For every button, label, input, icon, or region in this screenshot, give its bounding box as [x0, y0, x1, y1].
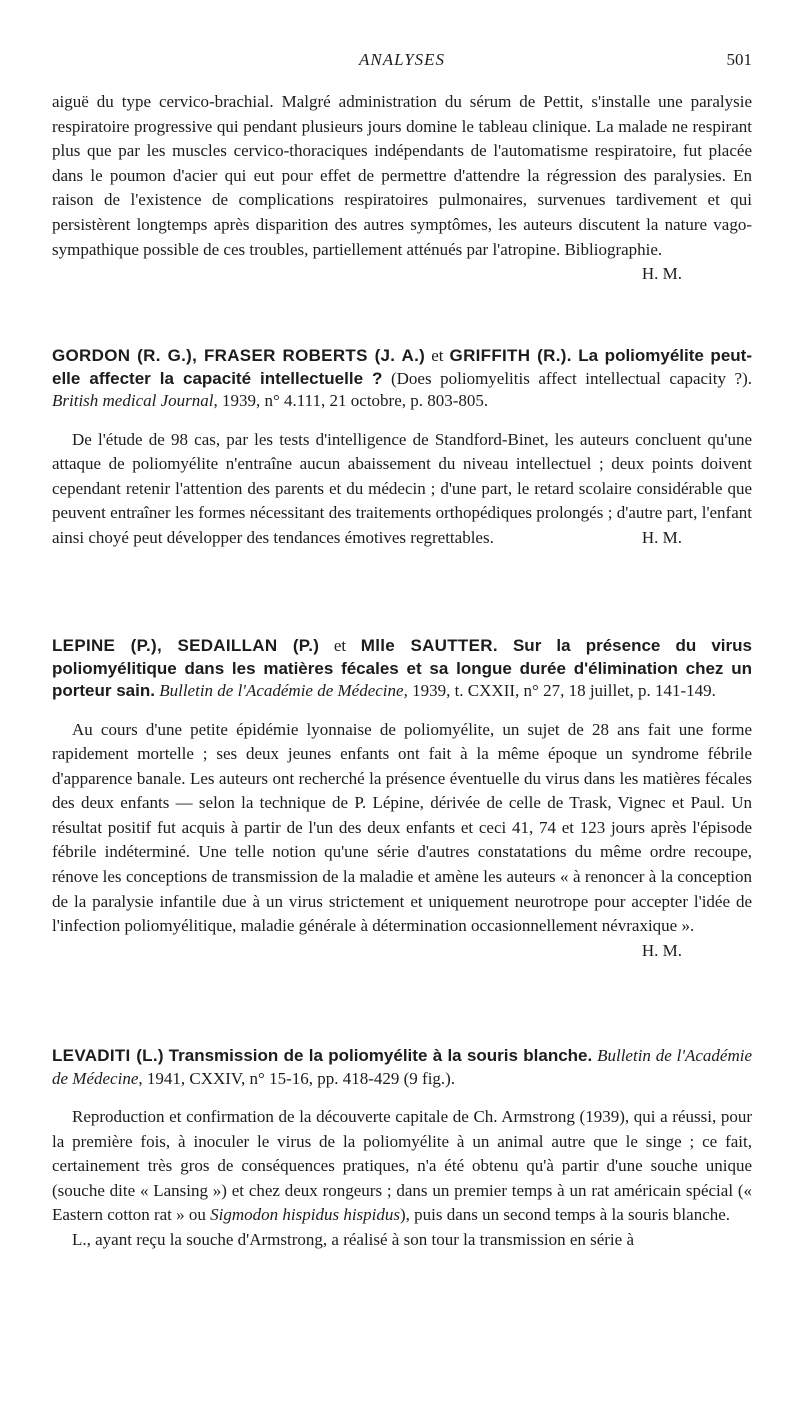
article-title: La poliomyélite peut-elle affecter la capacité intellectuelle ?	[52, 346, 752, 388]
article-paragraph	[52, 428, 752, 551]
article-signature: H. M.	[641, 527, 682, 547]
article-translation: (Does poliomyelitis affect intellectual capacity ?).	[382, 368, 752, 388]
article-text-end: ), puis dans un second temps à la souris blanche.	[400, 1205, 731, 1225]
article-body	[52, 428, 752, 551]
article-paragraph-2: L., ayant reçu la souche d'Armstrong, a réalisé à son tour la transmission en série à	[72, 1229, 634, 1249]
article-reference: 1941, CXXIV, n° 15-16, pp. 418-429 (9 fig.).	[142, 1068, 456, 1088]
continuation-signature: H. M.	[641, 264, 682, 284]
author-connector: et	[319, 636, 361, 655]
article-body	[52, 718, 752, 960]
article-text: De l'étude de 98 cas, par les tests d'intelligence de Standford-Binet, les auteurs concluent qu'une attaque de poliomyélite n'entraîne aucun abaissement du niveau intellectuel ; deux points doivent cependant retenir l'attention des parents et du médecin ; d'une part, le retard scolaire considérable que peuvent entraîner les formes nécessitant des traitements orthopédiques prolongés ; d'autre part, l'enfant ainsi choyé peut développer des tendances émotives regrettables.	[52, 429, 752, 547]
article-body	[52, 1105, 752, 1253]
running-title: ANALYSES	[358, 50, 446, 69]
article-authors: LEVADITI (L.)	[52, 1046, 164, 1065]
article-paragraph	[52, 718, 752, 960]
article-text: Au cours d'une petite épidémie lyonnaise de poliomyélite, un sujet de 28 ans fait une forme rapidement mortelle ; ses deux jeunes enfants ont fait à la même époque un syndrome fébrile d'apparence banale. Les auteurs ont recherché la présence éventuelle du virus dans les matières fécales des deux enfants — selon la technique de P. Lépine, dérivée de celle de Trask, Vignec et Paul. Un résultat positif fut acquis à partir de l'un des deux enfants et ceci 41, 74 et 123 jours après l'épisode fébrile indéterminé. Une telle notion qu'une série d'autres constatations du même ordre recoupe, rénove les conceptions de transmission de la maladie et amène les auteurs « à renoncer à la conception de la paralysie infantile due à un virus strictement et uniquement neurotrope pour accepter l'idée de l'infection poliomyélitique, maladie générale à détermination occasionnellement névraxique ».	[52, 719, 752, 936]
article-reference: 1939, t. CXXII, n° 27, 18 juillet, p. 141-149.	[407, 681, 716, 700]
continuation-paragraph: aiguë du type cervico-brachial. Malgré administration du sérum de Pettit, s'installe une paralysie respiratoire progressive qui pendant plusieurs jours domine le tableau clinique. La malade ne respirant plus que par les muscles cervico-thoraciques indépendants de l'automatisme respiratoire, fut placée dans le poumon d'acier qui eut pour effet de permettre d'attendre la régression des paralysies. En raison de l'existence de complications respiratoires pulmonaires, survenues tardivement et qui persistèrent longtemps après disparition des autres symptômes, les auteurs discutent la nature vago-sympathique possible de ces troubles, partiellement atténués par l'atropine. Bibliographie.	[52, 92, 752, 259]
author-connector: et	[425, 346, 450, 365]
article-journal: Bulletin de l'Académie de Médecine,	[159, 681, 408, 700]
article-authors-2: Mlle SAUTTER.	[360, 636, 498, 655]
article-journal: British medical Journal,	[52, 391, 218, 410]
continuation-section	[52, 90, 752, 287]
article-reference: 1939, n° 4.111, 21 octobre, p. 803-805.	[217, 391, 489, 410]
article-authors: LEPINE (P.), SEDAILLAN (P.)	[52, 636, 320, 655]
article-title: Sur la présence du virus poliomyélitique dans les matières fécales et sa longue durée d'élimination chez un porteur sain.	[52, 636, 752, 700]
article-signature: H. M.	[641, 940, 682, 960]
article-lepine	[52, 635, 752, 963]
article-title: Transmission de la poliomyélite à la souris blanche.	[168, 1046, 593, 1065]
article-text: Reproduction et confirmation de la découverte capitale de Ch. Armstrong (1939), qui a réussi, pour la première fois, à inoculer le virus de la poliomyélite à un animal autre que le singe ; ce fait, certainement très gros de conséquences pratiques, n'a été obtenu qu'à partir d'une souche unique (souche dite « Lansing ») et chez deux rongeurs ; dans un premier temps à un rat américain spécial (« Eastern cotton rat » ou	[52, 1107, 752, 1225]
page-number: 501	[726, 50, 752, 69]
article-levaditi	[52, 1045, 752, 1253]
article-heading	[52, 345, 752, 413]
article-authors: GORDON (R. G.), FRASER ROBERTS (J. A.)	[52, 346, 426, 365]
species-name: Sigmodon hispidus hispidus	[210, 1205, 401, 1225]
article-gordon	[52, 345, 752, 550]
article-journal: Bulletin de l'Académie de Médecine,	[52, 1046, 753, 1088]
article-heading	[52, 1045, 752, 1090]
article-paragraph	[52, 1105, 752, 1228]
page-header	[52, 50, 752, 74]
article-heading	[52, 635, 752, 703]
article-authors-2: GRIFFITH (R.).	[449, 346, 572, 365]
